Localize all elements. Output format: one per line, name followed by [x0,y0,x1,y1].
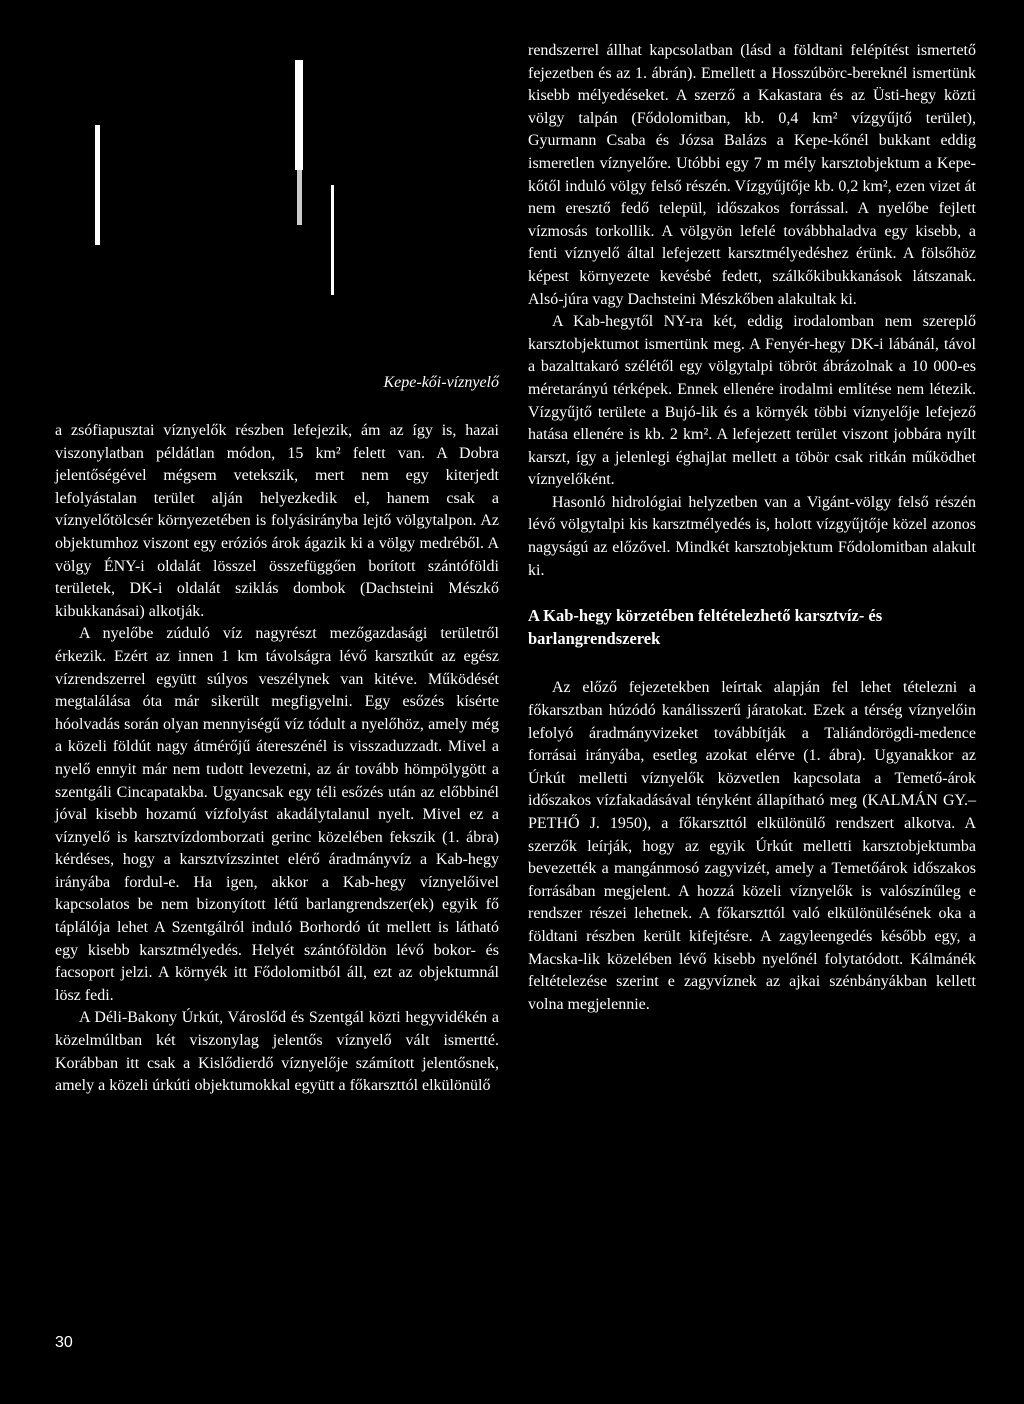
page-number: 30 [55,1334,73,1351]
paragraph: A Déli-Bakony Úrkút, Városlőd és Szentgál közti hegyvidékén a közelmúltban két viszonylag jelentős víznyelő vált ismertté. Korábban itt csak a Kislődierdő víznyelője számított jelentősnek, amely a közeli úrkúti objektumokkal együtt a főkarszttól elkülönülő [55,1009,499,1095]
paragraph: rendszerrel állhat kapcsolatban (lásd a földtani felépítést ismertető fejezetben és az 1. ábrán). Emellett a Hosszúbörc-bereknél ismertünk kisebb mélyedéseket. A szerző a Kakastara és az Üsti-hegy közti völgy talpán (Fődolomitban, kb. 0,4 km² vízgyűjtő terület), Gyurmann Csaba és Józsa Balázs a Kepe-kőnél bukkant eddig ismeretlen víznyelőre. Utóbbi egy 7 m mély karsztobjektum a Kepe-kőtől induló völgy felső részén. Vízgyűjtője kb. 0,2 km², ezen vizet át nem eresztő fedő települ, időszakos forrással. A nyelőbe fejlett vízmosás torkollik. A völgyön lefelé továbbhaladva egy kisebb, a fenti víznyelő által lefejezett karsztmélyedéshez érünk. A fölsőhöz képest környezete kevésbé fedett, szálkőkibukkanások látszanak. Alsó-júra vagy Dachsteini Mészkőben alakultak ki. [528,42,976,308]
left-column [55,420,499,1098]
photo-light-streak [295,60,303,170]
figure-caption: Kepe-kői-víznyelő [383,374,499,391]
paragraph: A Kab-hegytől NY-ra két, eddig irodalomban nem szereplő karsztobjektumot ismertünk meg. A Fenyér-hegy DK-i lábánál, távol a bazalttakaró szélétől egy völgytalpi töbröt ábrázolnak a 10 000-es méretarányú térképek. Ennek ellenére irodalmi említése nem létezik. Vízgyűjtő területe a Bujó-lik és a környék többi víznyelője lefejező hatása ellenére is kb. 2 km². A lefejezett terület viszont jobbára nyílt karszt, így a jelenlegi éghajlat mellett a töbör csak ritkán működhet víznyelőként. [528,313,976,489]
photo-light-streak [331,185,334,295]
right-column [528,40,976,1016]
paragraph: Az előző fejezetekben leírtak alapján fel lehet tételezni a főkarsztban húzódó kanálisszerű járatokat. Ezek a térség víznyelőin lefolyó áradmányvizeket továbbítják a Taliándörögdi-medence forrásai irányába, esetleg azokat elérve (1. ábra). Ugyanakkor az Úrkút melletti víznyelők közvetlen kapcsolata a Temető-árok időszakos vízfakadásával tényként állapítható meg (KALMÁN GY.–PETHŐ J. 1950), a főkarszttól elkülönülő rendszert alkotva. A szerzők leírják, hogy az egyik Úrkút melletti karsztobjektumba bevezették a mangánmosó zagyvizét, amely a Temetőárok időszakos forrásában megjelent. A hozzá közeli víznyelők is valószínűleg e rendszer részei lehetnek. A főkarszttól való elkülönülésének oka a földtani részben került kifejtésre. A zagyleengedés később egy, a Macska-lik közelében lévő kisebb nyelőnél folytatódott. Kálmánék feltételezése szerint e zagyvíznek az ajkai szénbányákban kellett volna megjelennie. [528,679,976,1013]
paragraph: A nyelőbe zúduló víz nagyrészt mezőgazdasági területről érkezik. Ezért az innen 1 km távolságra lévő karsztkút az egész vízrendszerrel együtt súlyos veszélynek van kitéve. Működését megtalálása óta már sikerült megfigyelni. Egy esőzés kísérte hóolvadás során olyan mennyiségű víz tódult a nyelőhöz, amely még a közeli földút nagy átmérőjű átereszénél is visszaduzzadt. Mivel a nyelő ennyit már nem tudott levezetni, az ár tovább hömpölygött a szentgáli Cincapatakba. Ugyancsak egy téli esőzés után az előbbinél jóval kisebb hozamú vízfolyást akadálytalanul nyelt. Mivel ez a víznyelő is karsztvízdomborzati gerinc közelében fekszik (1. ábra) kérdéses, hogy a karsztvízszintet elérő áradmányvíz a Kab-hegy irányába fordul-e. Ha igen, akkor a Kab-hegy víznyelőivel kapcsolatos be nem bizonyított létű barlangrendszer(ek) egyik fő táplálója lehet A Szentgálról induló Borhordó út mellett is látható egy kisebb karsztmélyedés. Helyét szántóföldön lévő bokor- és facsoport jelzi. A környék itt Fődolomitból áll, ezt az objektumnál lösz fedi. [55,625,499,1004]
paragraph: a zsófiapusztai víznyelők részben lefejezik, ám az így is, hazai viszonylatban példátlan módon, 15 km² felett van. A Dobra jelentőségével mégsem vetekszik, mert nem egy kiterjedt lefolyástalan terület alján helyezkedik el, hanem csak a víznyelőtölcsér környezetében is folyásirányba lejtő völgytalpon. Az objektumhoz viszont egy eróziós árok ágazik ki a völgy medréből. A völgy ÉNY-i oldalát lösszel összefüggően borított szántóföldi területek, DK-i oldalát sziklás dombok (Dachsteini Mészkő kibukkanásai) alkotják. [55,422,499,620]
photo-light-streak [297,170,302,225]
section-heading: A Kab-hegy körzetében feltételezhető karsztvíz- és barlangrendszerek [528,606,883,648]
paragraph: Hasonló hidrológiai helyzetben van a Vigánt-völgy felső részén lévő völgytalpi kis karsztmélyedés is, holott vízgyűjtője közel azonos nagyságú az előzővel. Mindkét karsztobjektum Fődolomitban alakult ki. [528,493,976,579]
cave-photo [55,40,505,400]
photo-light-streak [95,125,100,245]
